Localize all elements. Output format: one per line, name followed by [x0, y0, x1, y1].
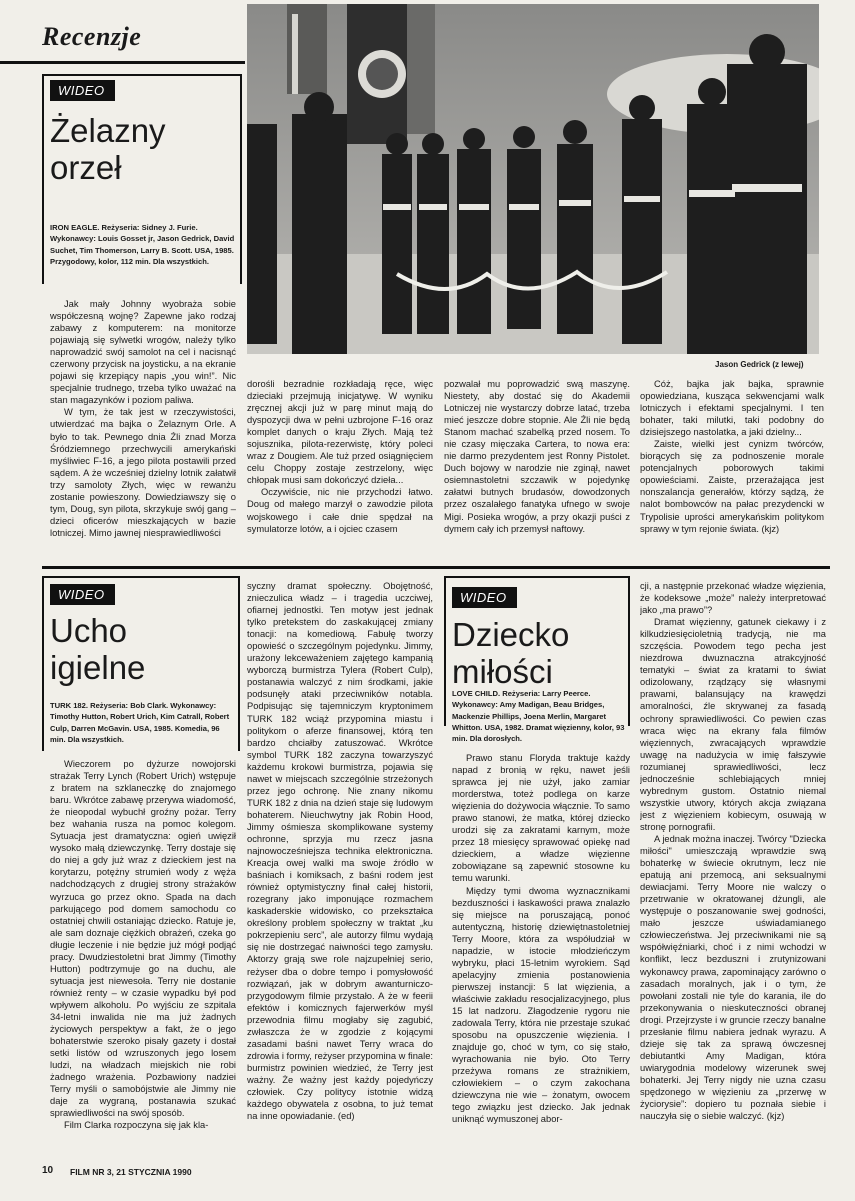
review3-column-2: [640, 580, 826, 1162]
review2-col1-p1: Wieczorem po dyżurze nowojorski strażak Terry Lynch (Robert Urich) wstępuje z bratem na szklaneczkę do znajomego baru. Wkrótce zabawę przerywa wiadomość, że nieopodal wybuchł groźny pożar. Terry bez wahania rusza na pomoc kolegom. Sytuacja jest dramatyczna: ogień uwięził wysoko małą dziewczynkę. Terry dostaje się do niej a gdy już wraz z dzieckiem jest na korytarzu, potężny strumień wody z węża nadchodzących z drugiej strony strażaków wyrzuca go przez okno. Spada na dach parkującego pod domem samochodu co ostatniej chwili ostaniając dziecko. Ratuje je, ale sam doznaje ciężkich obrażeń, czeka go długie leczenie i nie będzie już mógł podjąć pracy. Dwudziestoletni brat Jimmy (Timothy Hutton) podtrzymuje go na duchu, ale sytuacja jest niewesoła. Terry nie dostanie również renty – w czasie wypadku był pod wpływem alkoholu. Po wyjściu ze szpitala 34-letni inwalida nie ma już żadnych życiowych perspektyw a fakt, że o jego bohaterstwie szeroko pisały gazety i dostał setki listów od wzruszonych jego losem ludzi, na władzach miejskich nie robi żadnego wrażenia. Pozbawiony nadziei Terry myśli o samobójstwie ale Jimmy nie daje za wygraną, postanawia szukać sprawiedliwości na swój sposób.: [50, 759, 236, 1119]
review3-col1-p2: Między tymi dwoma wyznacznikami bezduszności i łaskawości prawa znalazło się miejsce na poruszającą, ponoć autentyczną, historię dziewiętnastoletniej Terry Moore, która za współudział w napadzie, w istocie młodzieńczym wybryku, płaci 15-letnim wyrokiem. Sąd apelacyjny zmienia postanowienia pierwszej instancji: 5 lat więzienia, a właściwie zakładu resocjalizacyjnego, plus 15 lat nadzoru. Złagodzenie rygoru nie zadowala Terry, która nie przestaje szukać sposobu na opuszczenie więzienia. I znajduje go, choć w tym, co się stało, wyrachowania nie było. Oto Terry przeżywa romans ze strażnikiem, człowiekiem – o czym zakochana dziewczyna nie wie – żonatym, owocem tego związku jest dziecko. Jak jednak uniknąć wymuszonej abor-: [452, 885, 630, 1125]
review1-col4-p2: Zaiste, wielki jest cynizm twórców, biorących się za podnoszenie morale potencjalnych poborowych takimi opowieściami. Zaiste, przerażająca jest nonszalancja generałów, którzy sądzą, że nalot bombowców na pałac prezydencki w Trypolisie uprości amerykańskim politykom sprawy w tym rejonie świata. (kjz): [640, 439, 824, 534]
review1-tag: WIDEO: [50, 80, 115, 101]
review1-column-3: [444, 378, 630, 558]
review2-col2-p1: syczny dramat społeczny. Obojętność, znieczulica władz – i tragedia uczciwej, ofiarnej jednostki. Ten motyw jest jednak tylko pretekstem do zaskakującej zmiany tonacji: na komediową. Fabułę tworzy opowieść o szczególnym pojedynku. Jimmy, urażony lekceważeniem zajętego kampanią wyborczą burmistrza Tylera (Robert Culp), postanawia walczyć z nim środkami, jakie podsunęły ataki przeciwników notabla. Podpisując się tajemniczym kryptonimem TURK 182 wciąż przypomina miastu i politykom o aferze finansowej, którą ten bardzo chciałby zatuszować. Wkrótce symbol TURK 182 zaczyna towarzyszyć każdemu krokowi burmistrza, pojawia się nawet w miejscach szczególnie strzeżonych przez jego ochronę. Nie znany nikomu TURK 182 z dnia na dzień staje się ludowym bohaterem. Nieuchwytny jak Robin Hood, Jimmy ośmiesza skomplikowane systemy ochronne, sprzyja mu rzecz jasna najnowocześniejsza technika elektroniczna. Kreacja owej walki ma swoje źródło w baśniach i komiksach, z baśni rodem jest również optymistyczny finał całej historii, rozegrany jako imponujące rozmachem kaskaderskie widowisko, co przekształca określony problem społeczny w traktat „ku pokrzepieniu serc”, ale autorzy filmu wydają się nie dostrzegać naiwności tego zamysłu. Aktorzy grają swe role najzupełniej serio, reżyser dba o dobre tempo i pomysłowość rozwiązań, jak w dobrym awanturniczo-przygodowym filmie przystało. A że w feerii efektów i komicznych fajerwerków myśl przewodnia filmu mogłaby się zagubić, zwłaszcza że w zgodzie z kojącymi zasadami baśni nawet Terry wraca do zdrowia i formy, reżyser przypomina w finale: burmistrz powinien wiedzieć, że Terry jest ważny. Że ważny jest każdy pojedyńczy człowiek. Czy politycy istotnie widzą każdego obywatela z osobna, to już temat na inne opowiadanie. (ed): [247, 581, 433, 1122]
review1-title-line2: orzeł: [50, 149, 122, 186]
review1-col3-p1: pozwalał mu poprowadzić swą maszynę. Niestety, aby dostać się do Akademii Lotniczej nie wystarczy dobrze latać, trzeba mieć jeszcze dobre stopnie. Ale Źli nie będą Stanom machać szabelką przed nosem. To nie czasy mięczaka Cartera, to nowa era: nie darmo prezydentem jest Ronny Pistolet. Duch bojowy w narodzie nie zginął, nawet osiemnastoletni szczawik w pojedynkę załatwi butnych brudasów, dowodzonych przez oszalałego fanatyka ufnego w swoje Migi. Posieka wrogów, a przy okazji puści z dymem cały ich przemysł naftowy.: [444, 379, 630, 534]
review3-column-1: [452, 752, 630, 1162]
review3-col1-p1: Prawo stanu Floryda traktuje każdy napad z bronią w ręku, nawet jeśli sprawca jej nie użył, jako zamiar morderstwa, toteż podlega on karze więzienia do dożywocia włącznie. To samo prawo stanowi, że matka, której dziecko urodzi się za zakratami karnym, może przez 18 miesięcy sprawować opiekę nad dzieckiem, a władze więzienne zobowiązane są zapewnić stosowne ku temu warunki.: [452, 753, 630, 884]
review2-title: [50, 612, 145, 686]
review1-col1-p2: W tym, że tak jest w rzeczywistości, utwierdzać ma bajka o Żelaznym Orle. A było to tak. Pewnego dnia Źli znad Morza Śródziemnego przechwycili amerykański myśliwiec F-16, a jego pilota postawili przed sądem. A że wcześniej dzielny lotnik załatwił trzy samoloty Złych, więc w rewanżu zostanie powieszony. Dowiedziawszy się o tym, Doug, syn pilota, skrzykuje swój gang – dzieci oficerów mieszkających w bazie lotniczej. Mimo jawnej niesprawiedliwości: [50, 407, 236, 538]
review1-frame-left: [42, 74, 44, 284]
review2-title-line1: Ucho: [50, 612, 128, 649]
review1-col2-p1: dorośli bezradnie rozkładają ręce, więc dzieciaki przejmują inicjatywę. W wyniku zręcznej akcji już w parę minut mają do dyspozycji dwa w pełni uzbrojone F-16 oraz komplet danych o kraju Złych. Mają też sojusznika, pilota-rezerwistę, który poleci wraz z Dougiem. Ale tuż przed osiągnięciem celu Choppy zostaje zestrzelony, więc chłopak musi sam dokończyć dzieła...: [247, 379, 433, 486]
review1-frame-right: [240, 74, 242, 284]
review3-title-line1: Dziecko: [452, 616, 570, 653]
section-title: Recenzje: [42, 22, 142, 51]
review2-column-2: [247, 580, 433, 1162]
review3-title: [452, 616, 569, 690]
review1-column-2: [247, 378, 433, 558]
review2-credits: TURK 182. Reżyseria: Bob Clark. Wykonawcy: Timothy Hutton, Robert Urich, Kim Catrall, Robert Culp, Darren McGavin. USA, 1985. Komedia, 96 min. Dla wszystkich.: [50, 701, 230, 744]
photo-caption: Jason Gedrick (z lewej): [715, 360, 804, 369]
review3-frame-right: [628, 576, 630, 726]
review2-frame-left: [42, 576, 44, 751]
header-rule: [0, 61, 245, 64]
review2-frame-right: [238, 576, 240, 751]
photo-ceremony: [247, 4, 819, 354]
issue-info: FILM NR 3, 21 STYCZNIA 1990: [70, 1167, 192, 1177]
review3-col2-p1: cji, a następnie przekonać władze więzienia, że kodeksowe „może” należy interpretować jako „ma prawo”?: [640, 581, 826, 616]
review1-column-4: [640, 378, 824, 558]
review1-credits: IRON EAGLE. Reżyseria: Sidney J. Furie. Wykonawcy: Louis Gosset jr, Jason Gedrick, David Suchet, Tim Thomerson, Larry B. Scott. USA, 1985. Przygodowy, kolor, 112 min. Dla wszystkich.: [50, 223, 235, 266]
review3-title-line2: miłości: [452, 653, 553, 690]
section-divider: [42, 566, 830, 569]
review2-frame-top: [42, 576, 240, 578]
review1-column-1: [50, 298, 236, 558]
review2-tag: WIDEO: [50, 584, 115, 605]
review3-credits: LOVE CHILD. Reżyseria: Larry Peerce. Wykonawcy: Amy Madigan, Beau Bridges, Mackenzie Phillips, Joena Merlin, Margaret Whitton. USA, 1982. Dramat więzienny, kolor, 93 min. Dla dorosłych.: [452, 689, 625, 744]
review1-title-line1: Żelazny: [50, 112, 166, 149]
review2-title-line2: igielne: [50, 649, 146, 686]
review3-col2-p2: Dramat więzienny, gatunek ciekawy i z kilkudziesięcioletnią tradycją, nie ma szczęścia. Powodem tego pecha jest niezdrowa dwuznaczna atrakcyjność tematyki – świat za kratami to świat odizolowany, rządzący się własnymi prawami, balansujący na krawędzi amoralności, źle skrywanej za fasadą ochrony sprawiedliwości. Co pewien czas wraca więc na ekrany fala filmów więziennych, zwracających wprawdzie uwagę na nadużycia w imię fałszywie rozumianej sprawiedliwości, lecz jednocześnie schlebiających mniej wybrednym gustom. Ostatnio niemal wszystkie utwory, których akcja związana jest z więzieniem kobiecym, osuwają w stronę pornografii.: [640, 617, 826, 832]
review3-tag: WIDEO: [452, 587, 517, 608]
review1-col2-p2: Oczywiście, nic nie przychodzi łatwo. Doug od małego marzył o zawodzie pilota wojskowego i całe dnie spędzał na symulatorze lotów, a i ojciec czasem: [247, 487, 433, 534]
review1-title: [50, 112, 166, 186]
review1-col4-p1: Cóż, bajka jak bajka, sprawnie opowiedziana, kusząca sekwencjami walk lotniczych i efektami specjalnymi. I ten bohater, taki milutki, taki podobny do dzisiejszego nastolatka, a jaki dzielny...: [640, 379, 824, 438]
review3-frame-left: [444, 576, 446, 726]
review3-col2-p3: A jednak można inaczej. Twórcy "Dziecka miłości" umieszczają wprawdzie swą bohaterkę w świecie okrutnym, lecz nie epatują ani przemocą, ani seksualnymi dewiacjami. Terry Moore nie walczy o przetrwanie w okratowanej dżungli, ale występuje o poszanowanie swej godności, mało jeszcze uświadamianego człowieczeństwa. Jej przeciwnikami nie są współwięźniarki, choć i z nimi wchodzi w konflikt, lecz bezduszni i zrutynizowani wykonawcy prawa, zapominający zarówno o zasadach moralnych, jak i o tym, że powołani zostali nie tyle do karania, ile do przekonywania o nieskuteczności obranej drogi. Przejrzyste i w gruncie rzeczy banalne przesłanie filmu nabiera jednak wyrazu. A dzieje się tak za sprawą ówczesnej debiutantki Amy Madigan, która uwiarygodnia modelowy wizerunek swej bohaterki. Jej Terry nigdy nie uzna czasu spędzonego w więzieniu za „przerwę w życiorysie”: dopiero tu poznała siebie i nauczyła się o siebie walczyć. (kjz): [640, 833, 826, 1122]
review1-col1-p1: Jak mały Johnny wyobraża sobie współczesną wojnę? Zapewne jako rodzaj zabawy z komputerem: na monitorze pojawiają się sylwetki wrogów, należy tylko naprowadzić swój samolot na cel i nacisnąć czerwony przycisk na joysticku, a na ekranie pojawi się krzepiący napis „you win!”. Nic specjalnie trudnego, trzeba tylko uważać na stan magazynków i poziom paliwa.: [50, 299, 236, 406]
review2-column-1: [50, 758, 236, 1160]
review3-frame-top: [444, 576, 630, 578]
page-number: 10: [42, 1165, 54, 1176]
review2-col1-p2: Film Clarka rozpoczyna się jak kla-: [64, 1120, 209, 1131]
review1-frame-top: [42, 74, 242, 76]
